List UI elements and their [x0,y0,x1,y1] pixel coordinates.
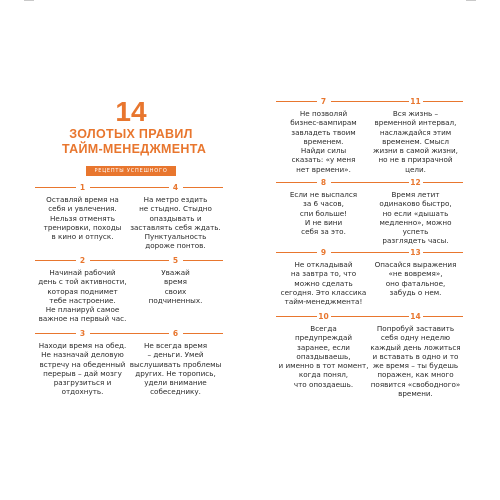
rule-13 [368,248,463,297]
rule-3 [35,329,130,397]
rule-14 [368,312,463,398]
title-line-1: ЗОЛОТЫХ ПРАВИЛ [69,127,193,141]
rule-number: 1 [76,183,90,192]
rule-text: Всегда предупреждай заранее, если опаздываешь, и именно в тот момент, когда понял, что опоздаешь. [278,324,369,389]
rule-4 [128,183,223,251]
rule-12 [368,178,463,246]
rule-number: 13 [410,248,421,257]
rule-number: 7 [317,97,331,106]
rule-number: 14 [410,312,421,321]
rule-10 [276,312,371,389]
rule-text: На метро ездить не стыдно. Стыдно опаздывать и заставлять себя ждать. Пунктуальность дороже понтов. [130,195,221,251]
subtitle-banner: РЕЦЕПТЫ УСПЕШНОГО [86,166,175,176]
rule-text: Вся жизнь – временной интервал, наслаждайся этим временем. Смысл жизни в самой жизни, но не в призрачной цели. [373,109,458,174]
title-number: 14 [115,96,147,127]
rule-text: Если не выспался за 6 часов, спи больше! И не вини себя за это. [289,190,358,237]
rule-text: Опасайся выражения «не вовремя», оно фатальное, забудь о нем. [374,260,457,297]
rule-number: 6 [169,329,183,338]
rule-number: 11 [410,97,421,106]
rule-11 [368,97,463,174]
rule-text: Находи время на обед. Не назначай деловую встречу на обеденный перерыв – дай мозгу разгрузиться и отдохнуть. [38,341,127,397]
rule-text: Время летит одинаково быстро, но если «дышать медленно», можно успеть разглядеть часы. [379,190,452,246]
rule-number: 12 [410,178,421,187]
rule-1 [35,183,130,241]
rule-number: 2 [76,256,90,265]
rule-text: Попробуй заставить себя одну неделю каждый день ложиться и вставать в одно и то же время – ты будешь поражен, как много появится «свободного» времени. [370,324,461,399]
rule-number: 5 [169,256,183,265]
title-line-2: ТАЙМ-МЕНЕДЖМЕНТА [62,142,207,156]
rule-8 [276,178,371,236]
rule-7 [276,97,371,174]
crop-mark [466,0,476,1]
rule-number: 8 [317,178,331,187]
rule-number: 3 [76,329,90,338]
rule-text: Уважай время своих подчиненных. [148,268,203,305]
crop-mark [24,0,34,1]
rule-text: Оставляй время на себя и увлечения. Нельзя отменять тренировки, походы в кино и отпуск. [43,195,122,242]
rule-2 [35,256,130,324]
rule-number: 9 [317,248,331,257]
rule-number: 10 [318,312,329,321]
rule-text: Не всегда время – деньги. Умей выслушивать проблемы других. Не торопись, удели внимание собеседнику. [129,341,222,397]
rule-text: Начинай рабочий день с той активности, которая поднимет тебе настроение. Не планируй самое важное на первый час. [38,268,127,324]
rule-5 [128,256,223,305]
rule-text: Не позволяй бизнес-вампирам завладеть твоим временем. Найди силы сказать: «у меня нет времени». [290,109,357,174]
rule-6 [128,329,223,397]
title-block [62,96,207,176]
rule-text: Не откладывай на завтра то, что можно сделать сегодня. Это классика тайм-менеджмента! [280,260,367,307]
rule-number: 4 [169,183,183,192]
rule-9 [276,248,371,306]
